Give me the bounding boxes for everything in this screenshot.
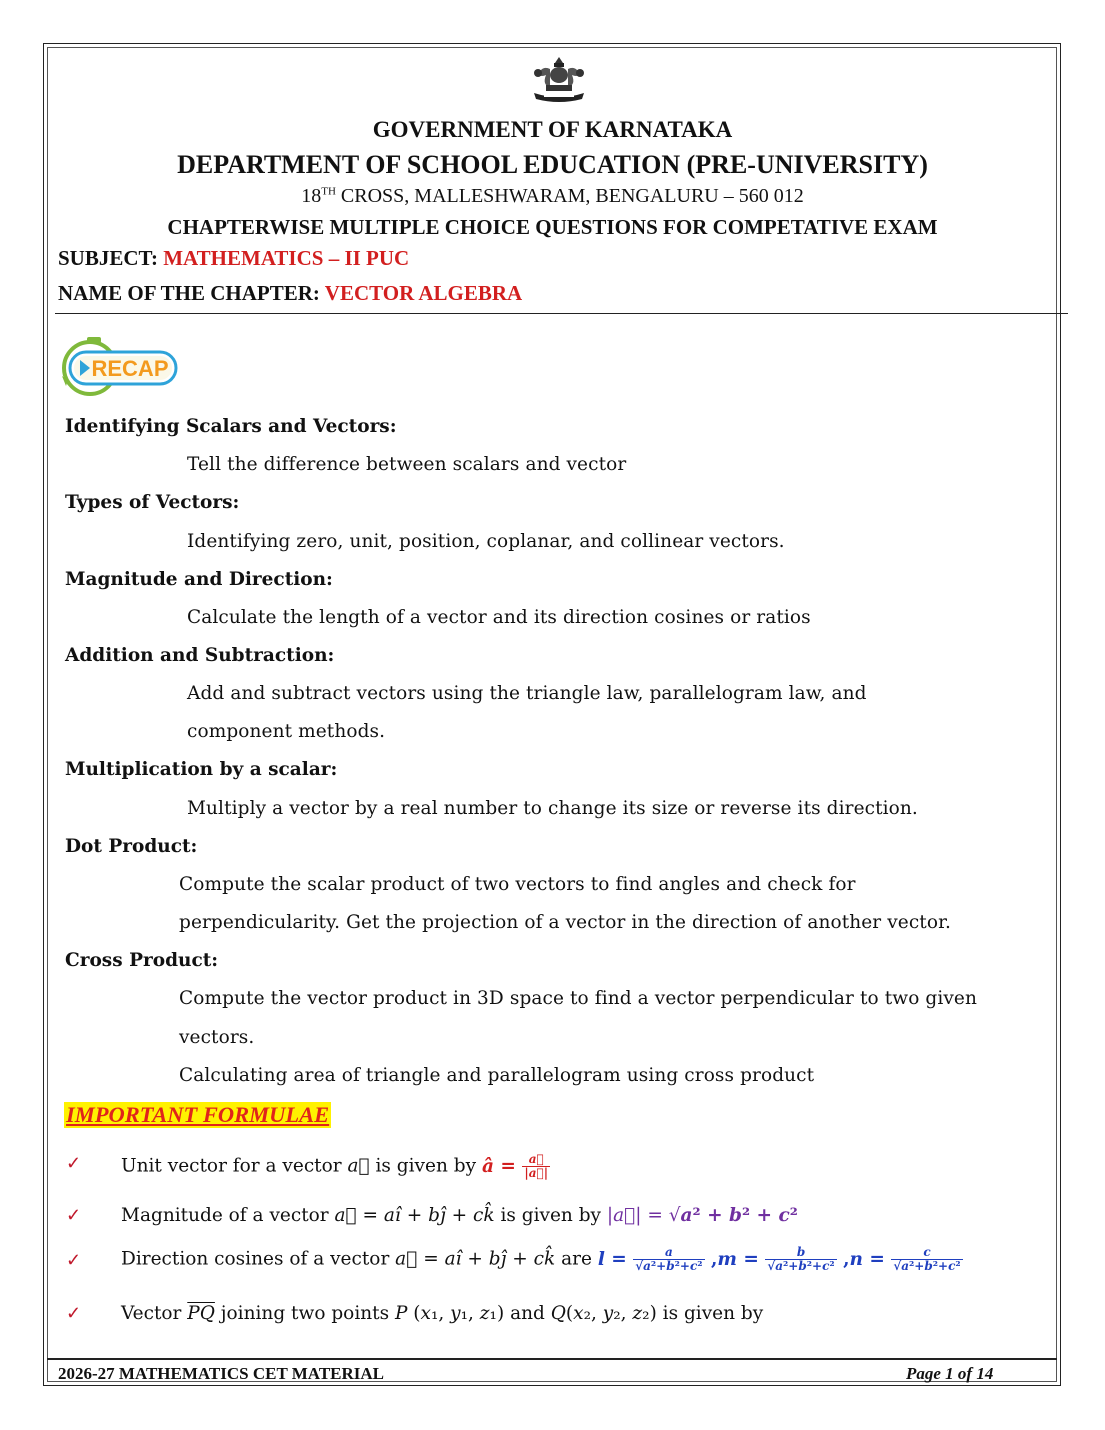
topic-description: Identifying zero, unit, position, coplanar, and collinear vectors.: [187, 531, 785, 552]
topic-title: Dot Product:: [65, 836, 198, 857]
formula-magnitude: Magnitude of a vector a⃗ = aî + bĵ + ck̂ is given by |a⃗| = √a² + b² + c²: [121, 1205, 798, 1226]
topic-title: Types of Vectors:: [65, 492, 240, 513]
topic-description: Calculate the length of a vector and its direction cosines or ratios: [187, 607, 811, 628]
chapter-line: NAME OF THE CHAPTER: VECTOR ALGEBRA: [58, 281, 523, 305]
recap-badge: [60, 336, 180, 400]
chapter-value: VECTOR ALGEBRA: [324, 281, 523, 305]
header-divider: [55, 313, 1068, 314]
subject-value: MATHEMATICS – II PUC: [163, 246, 410, 270]
topic-title: Addition and Subtraction:: [65, 645, 335, 666]
topic-description: Calculating area of triangle and parallelogram using cross product: [179, 1065, 815, 1086]
checkmark-icon: ✓: [66, 1250, 82, 1271]
checkmark-icon: ✓: [66, 1303, 82, 1324]
topic-title: Identifying Scalars and Vectors:: [65, 416, 397, 437]
topic-description: Multiply a vector by a real number to change its size or reverse its direction.: [187, 798, 918, 819]
topic-description: vectors.: [179, 1027, 255, 1048]
topic-title: Multiplication by a scalar:: [65, 759, 338, 780]
formula-vector-pq: Vector $\overline{PQ}$ joining two points P (x₁, y₁, z₁) and Q(x₂, y₂, z₂) is given by: [121, 1303, 764, 1324]
footer-divider: [47, 1358, 1057, 1360]
formula-direction-cosines: Direction cosines of a vector a⃗ = aî + bĵ + ck̂ are l = $\frac{a}{\text{√a²+b²+c²}}$ ,m = $\frac{b}{\text{√a²+b²+c²}}$ ,n = $\frac{c}{\text{√a²+b²+c²}}$: [121, 1245, 961, 1274]
topic-description: Compute the scalar product of two vectors to find angles and check for: [179, 874, 856, 895]
topic-description: Compute the vector product in 3D space to find a vector perpendicular to two given: [179, 988, 977, 1009]
topic-description: Add and subtract vectors using the triangle law, parallelogram law, and: [187, 683, 867, 704]
recap-label: RECAP: [91, 356, 169, 381]
checkmark-icon: ✓: [66, 1205, 82, 1226]
topic-description: Tell the difference between scalars and vector: [187, 454, 627, 475]
formula-unit-vector: Unit vector for a vector a⃗ is given by â = $\frac{a⃗}{|a⃗|}$: [121, 1152, 549, 1181]
topic-description: perpendicularity. Get the projection of a vector in the direction of another vector.: [179, 912, 951, 933]
footer-material-title: 2026-27 MATHEMATICS CET MATERIAL: [58, 1364, 385, 1383]
header-exam-title: CHAPTERWISE MULTIPLE CHOICE QUESTIONS FOR COMPETATIVE EXAM: [167, 215, 938, 239]
topic-title: Cross Product:: [65, 950, 219, 971]
page-number: Page 1 of 14: [906, 1364, 994, 1383]
recap-icon: [60, 336, 180, 400]
header-department: DEPARTMENT OF SCHOOL EDUCATION (PRE-UNIVERSITY): [177, 150, 928, 179]
important-formulae-heading: IMPORTANT FORMULAE: [66, 1102, 330, 1127]
header-address: 18TH CROSS, MALLESHWARAM, BENGALURU – 560 012: [301, 185, 804, 207]
karnataka-emblem-icon: [524, 55, 594, 103]
topic-title: Magnitude and Direction:: [65, 569, 333, 590]
checkmark-icon: ✓: [66, 1153, 82, 1174]
subject-line: SUBJECT: MATHEMATICS – II PUC: [58, 246, 410, 270]
header-government: GOVERNMENT OF KARNATAKA: [372, 117, 733, 142]
topic-description: component methods.: [187, 721, 386, 742]
